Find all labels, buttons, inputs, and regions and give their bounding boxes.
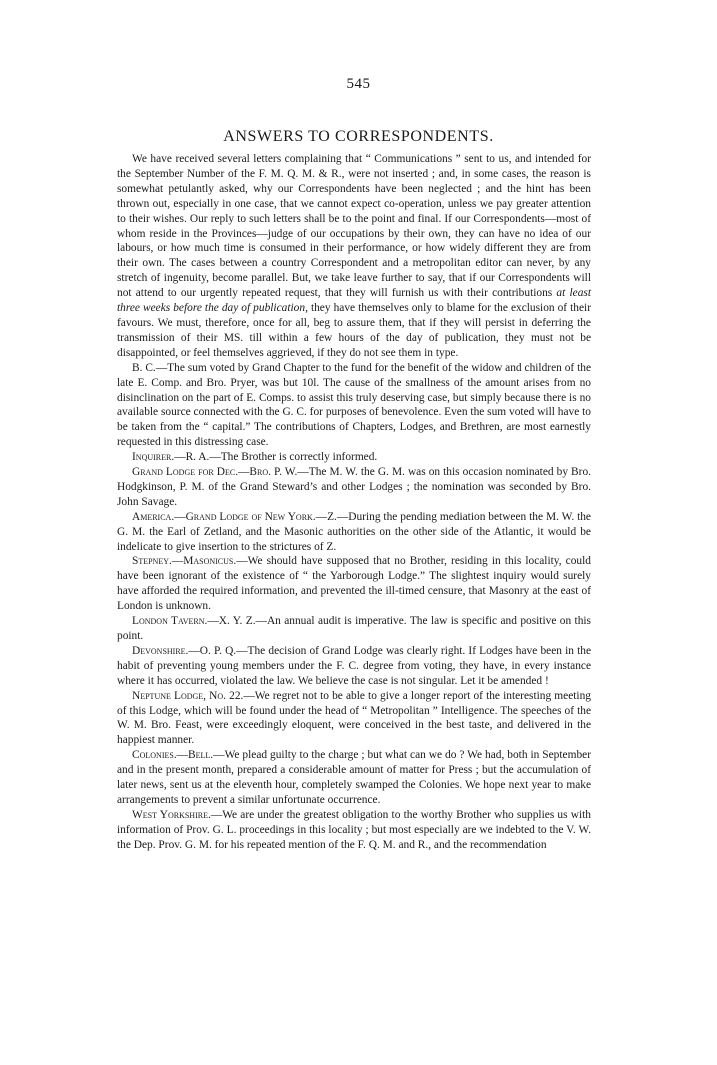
intro-paragraph bbox=[117, 152, 591, 361]
answer-paragraph bbox=[117, 450, 591, 465]
answer-paragraph bbox=[117, 361, 591, 450]
page-title: ANSWERS TO CORRESPONDENTS. bbox=[223, 128, 494, 145]
answer-heading: Devonshire.—O. P. Q. bbox=[132, 644, 237, 657]
answer-text: —We should have supposed that no Brother, residing in this locality, could have been ignorant of the existence of “ the Yarborough Lodge.” The slightest inquiry would surely have afforded the required information, and prevented the ill-timed censure, that Masonry at the east of London is unknown. bbox=[117, 555, 591, 613]
answer-heading: Neptune Lodge, No. 22. bbox=[132, 689, 244, 702]
intro-text-italic: at least three weeks before the day of publication, bbox=[117, 287, 591, 315]
answer-paragraph bbox=[117, 465, 591, 510]
answer-heading: America.—Grand Lodge of New York.—Z. bbox=[132, 510, 337, 523]
answer-heading: London Tavern.—X. Y. Z. bbox=[132, 615, 256, 628]
answer-heading: Stepney.—Masonicus. bbox=[132, 555, 237, 568]
answer-text: —We regret not to be able to give a longer report of the interesting meeting of this Lodge, which will be found under the head of “ Metropolitan ” Intelligence. The speeches of the W. M. Bro. Feast, were exceedingly eloquent, were conceived in the best taste, and delivered in the happiest manner. bbox=[117, 689, 591, 747]
answer-paragraph bbox=[117, 614, 591, 644]
answer-text: —The sum voted by Grand Chapter to the fund for the benefit of the widow and children of the late E. Comp. and Bro. Pryer, was but 10l. The cause of the smallness of the amount arises from no disinclination on the part of E. Comps. to assist this truly deserving case, but simply because there is no available source connected with the G. C. for purposes of benevolence. Even the sum voted will have to be taken from the “ capital.” The contributions of Chapters, Lodges, and Brethren, are most earnestly requested in this distressing case. bbox=[117, 361, 591, 449]
answer-paragraph bbox=[117, 689, 591, 749]
answer-text: —The M. W. the G. M. was on this occasion nominated by Bro. Hodgkinson, P. M. of the Grand Steward’s and other Lodges ; the nomination was seconded by Bro. John Savage. bbox=[117, 466, 591, 508]
answer-heading: West Yorkshire. bbox=[132, 808, 211, 821]
answer-text: —During the pending mediation between the M. W. the G. M. the Earl of Zetland, and the Masonic authorities on the other side of the Atlantic, it would be indelicate to give insertion to the strictures of Z. bbox=[117, 510, 591, 553]
answer-paragraph bbox=[117, 644, 591, 689]
answer-paragraph bbox=[117, 554, 591, 614]
page-number: 545 bbox=[346, 76, 371, 92]
answer-text: —An annual audit is imperative. The law is specific and positive on this point. bbox=[117, 615, 591, 642]
answer-paragraph bbox=[117, 510, 591, 555]
answer-text: —The Brother is correctly informed. bbox=[209, 451, 378, 464]
answer-text: —We plead guilty to the charge ; but what can we do ? We had, both in September and in the present month, prepared a considerable amount of matter for Press ; but the accumulation of later news, sent us at the eleventh hour, completely swamped the Colonies. We hope next year to make arrangements to prevent a similar unfortunate occurrence. bbox=[117, 749, 591, 806]
answer-text: —The decision of Grand Lodge was clearly right. If Lodges have been in the habit of preventing young members under the F. C. degree from voting, they have, in every instance where it has occurred, violated the law. We believe the case is not singular. Let it be amended ! bbox=[117, 644, 591, 687]
answer-heading: Grand Lodge for Dec.—Bro. P. W. bbox=[132, 466, 298, 479]
answer-text: —We are under the greatest obligation to the worthy Brother who supplies us with information of Prov. G. L. proceedings in this locality ; but most especially are we indebted to the V. W. the Dep. Prov. G. M. for his repeated mention of the F. Q. M. and R., and the recommendation bbox=[117, 808, 591, 851]
answer-heading: Inquirer.—R. A. bbox=[132, 451, 210, 464]
intro-text-2: they have themselves only to blame for the exclusion of their favours. We must, therefore, once for all, beg to assure them, that if they will persist in deferring the transmission of their MS. till within a few hours of the day of publication, they must not be disappointed, or feel themselves aggrieved, if they do not see them in type. bbox=[117, 302, 591, 359]
answer-paragraph bbox=[117, 808, 591, 853]
answer-paragraph bbox=[117, 748, 591, 808]
answer-heading: B. C. bbox=[132, 361, 156, 374]
answer-heading: Colonies.—Bell. bbox=[132, 749, 214, 762]
intro-text-1: We have received several letters complaining that “ Communications ” sent to us, and intended for the September Number of the F. M. Q. M. & R., were not inserted ; and, in some cases, the reason is somewhat petulantly asked, why our Correspondents have been neglected ; and the hint has been thrown out, especially in one case, that we cannot expect co-operation, unless we pay greater attention to their wishes. Our reply to such letters shall be to the point and final. If our Correspondents—most of whom reside in the Provinces—judge of our occupations by their own, they can have no idea of our labours, or how much time is consumed in their performance, or how widely different they are from their own. The cases between a country Correspondent and a metropolitan editor can never, by any stretch of ingenuity, become parallel. But, we take leave further to say, that if our Correspondents will not attend to our urgently repeated request, that they will furnish us with their contributions bbox=[117, 153, 591, 300]
article-body bbox=[117, 152, 591, 853]
